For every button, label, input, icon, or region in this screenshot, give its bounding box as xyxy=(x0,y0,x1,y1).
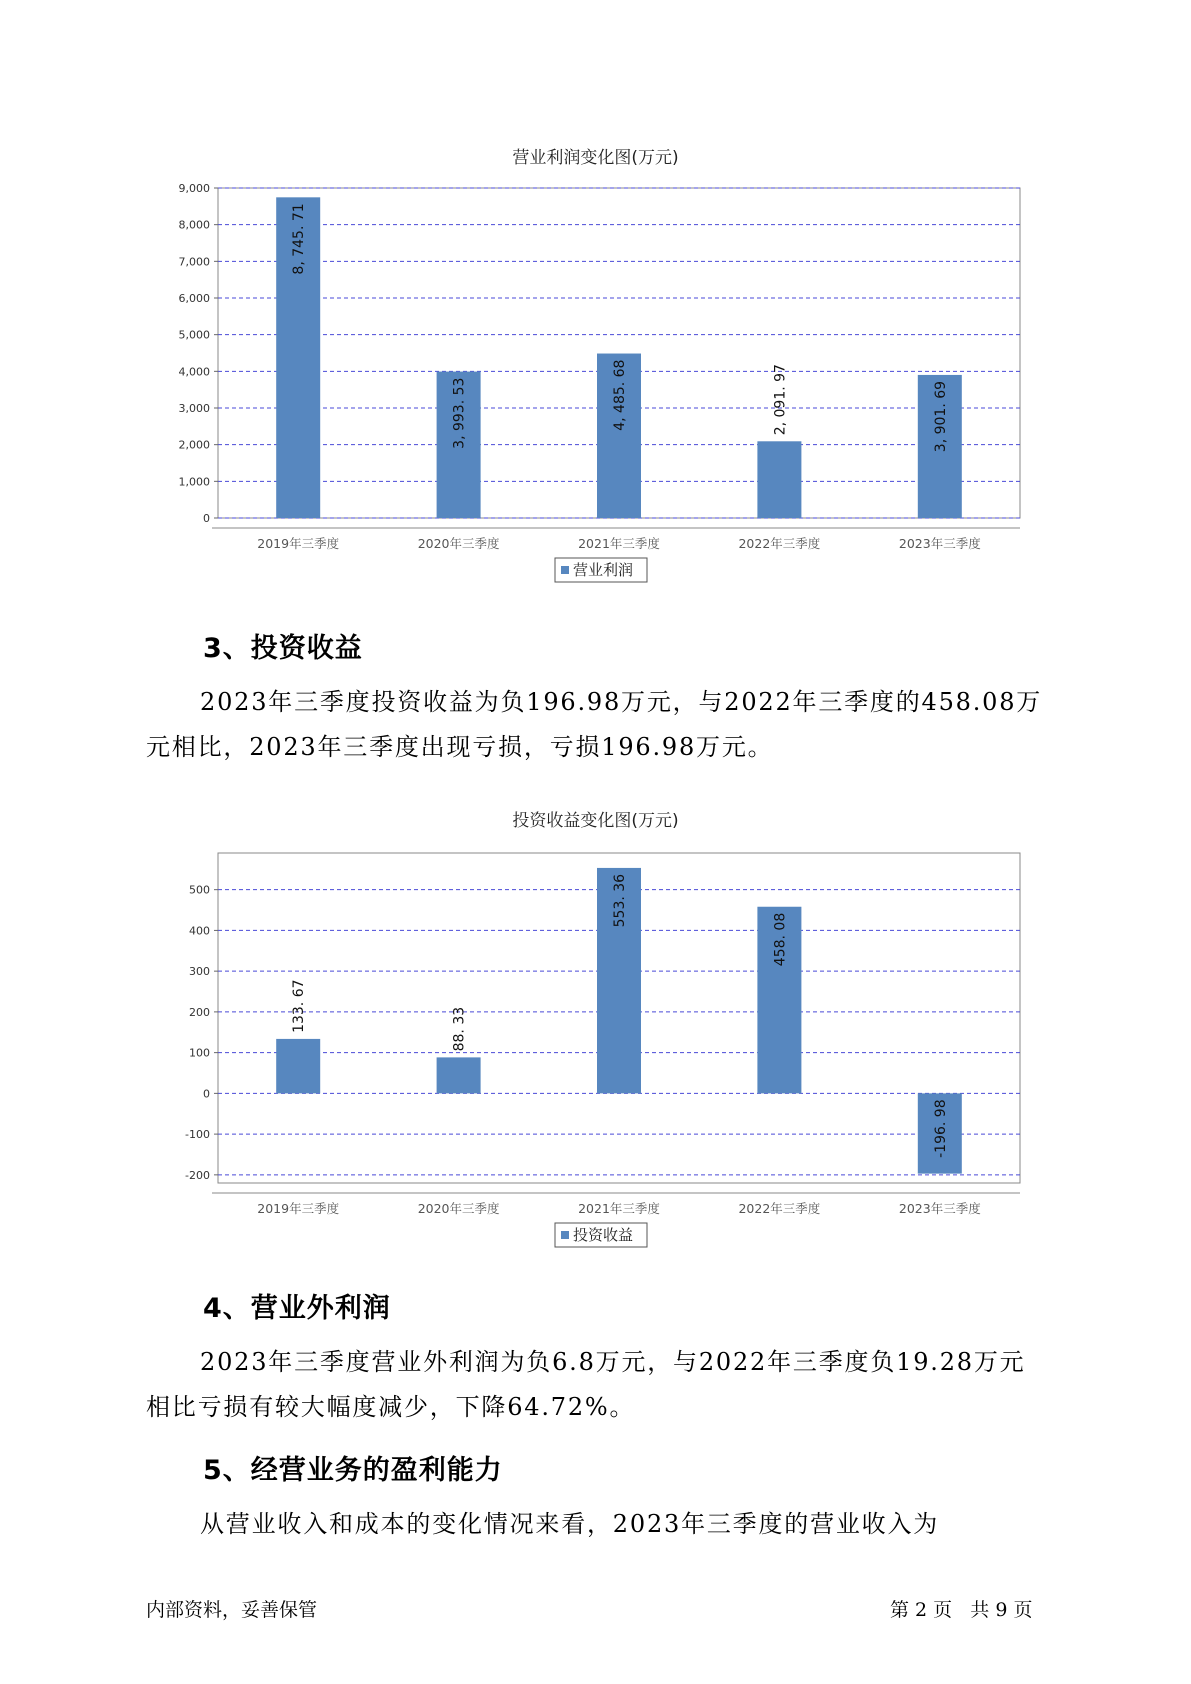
legend-swatch xyxy=(561,1231,569,1239)
y-tick-label: 100 xyxy=(189,1046,210,1060)
y-tick-label: 5,000 xyxy=(178,328,210,342)
bar-value-label-3: 4, 485. 68 xyxy=(612,359,628,431)
section-4-heading: 4、营业外利润 xyxy=(203,1293,391,1324)
bar-value-label-4: 2, 091. 97 xyxy=(772,364,789,436)
bar-value-label-5: 3, 901. 69 xyxy=(932,380,949,453)
section-5-line-1: 从营业收入和成本的变化情况来看，2023年三季度的营业收入为 xyxy=(200,1510,940,1538)
x-category-label-3: 2021年三季度 xyxy=(578,1201,660,1216)
y-tick-label: 300 xyxy=(189,965,210,979)
section-5-paragraph xyxy=(146,1502,1046,1547)
y-tick-label: 1,000 xyxy=(178,475,210,489)
y-tick-label: 500 xyxy=(189,883,210,897)
legend-label: 投资收益 xyxy=(573,1226,634,1244)
x-category-label-2: 2020年三季度 xyxy=(417,1201,500,1216)
bar-value-label-1: 133. 67 xyxy=(291,979,308,1033)
x-category-label-2: 2020年三季度 xyxy=(417,536,500,551)
y-tick-label: 0 xyxy=(203,1087,210,1101)
legend-label: 营业利润 xyxy=(573,561,634,579)
x-category-label-1: 2019年三季度 xyxy=(257,536,340,551)
section-3-heading: 3、投资收益 xyxy=(203,633,363,664)
x-category-label-1: 2019年三季度 xyxy=(257,1201,340,1216)
y-tick-label: 2,000 xyxy=(178,438,210,452)
y-tick-label: -200 xyxy=(185,1168,210,1182)
x-category-label-4: 2022年三季度 xyxy=(738,1201,821,1216)
section-4-line-2: 相比亏损有较大幅度减少，下降64.72%。 xyxy=(146,1393,636,1421)
footer-page-number: 第 2 页 共 9 页 xyxy=(890,1599,1033,1621)
bar-value-label-5: -196. 98 xyxy=(932,1099,949,1158)
y-tick-label: 8,000 xyxy=(178,218,210,232)
y-tick-label: 7,000 xyxy=(178,255,210,269)
y-tick-label: -100 xyxy=(185,1128,210,1142)
footer-confidential: 内部资料，妥善保管 xyxy=(146,1599,318,1621)
y-tick-label: 6,000 xyxy=(178,292,210,305)
x-category-label-5: 2023年三季度 xyxy=(898,1201,981,1216)
bar-value-label-2: 88. 33 xyxy=(451,1006,468,1052)
bar-4 xyxy=(757,441,801,518)
bar-value-label-3: 553. 36 xyxy=(612,873,628,928)
operating-profit-chart xyxy=(0,170,1191,600)
chart-2-title: 投资收益变化图(万元) xyxy=(512,811,679,831)
section-4-line-1: 2023年三季度营业外利润为负6.8万元，与2022年三季度负19.28万元 xyxy=(200,1348,1026,1376)
bar-1 xyxy=(276,1039,320,1093)
x-category-label-5: 2023年三季度 xyxy=(898,536,981,551)
bar-value-label-4: 458. 08 xyxy=(772,912,789,967)
y-tick-label: 4,000 xyxy=(178,365,210,379)
x-category-label-3: 2021年三季度 xyxy=(578,536,660,551)
y-tick-label: 9,000 xyxy=(178,182,210,195)
section-3-line-2: 元相比，2023年三季度出现亏损，亏损196.98万元。 xyxy=(146,733,774,761)
chart-1-title: 营业利润变化图(万元) xyxy=(512,148,679,168)
bar-value-label-2: 3, 993. 53 xyxy=(451,377,468,449)
y-tick-label: 400 xyxy=(189,924,210,938)
section-4-paragraph xyxy=(146,1340,1046,1430)
y-tick-label: 3,000 xyxy=(178,402,210,415)
y-tick-label: 0 xyxy=(203,512,210,525)
investment-income-chart xyxy=(0,835,1191,1265)
x-category-label-4: 2022年三季度 xyxy=(738,536,821,551)
bar-value-label-1: 8, 745. 71 xyxy=(291,203,308,275)
section-5-heading: 5、经营业务的盈利能力 xyxy=(203,1455,503,1486)
legend-swatch xyxy=(561,566,569,574)
y-tick-label: 200 xyxy=(189,1005,210,1019)
bar-2 xyxy=(437,1057,481,1093)
section-3-line-1: 2023年三季度投资收益为负196.98万元，与2022年三季度的458.08万 xyxy=(200,688,1043,716)
section-3-paragraph xyxy=(146,680,1046,770)
